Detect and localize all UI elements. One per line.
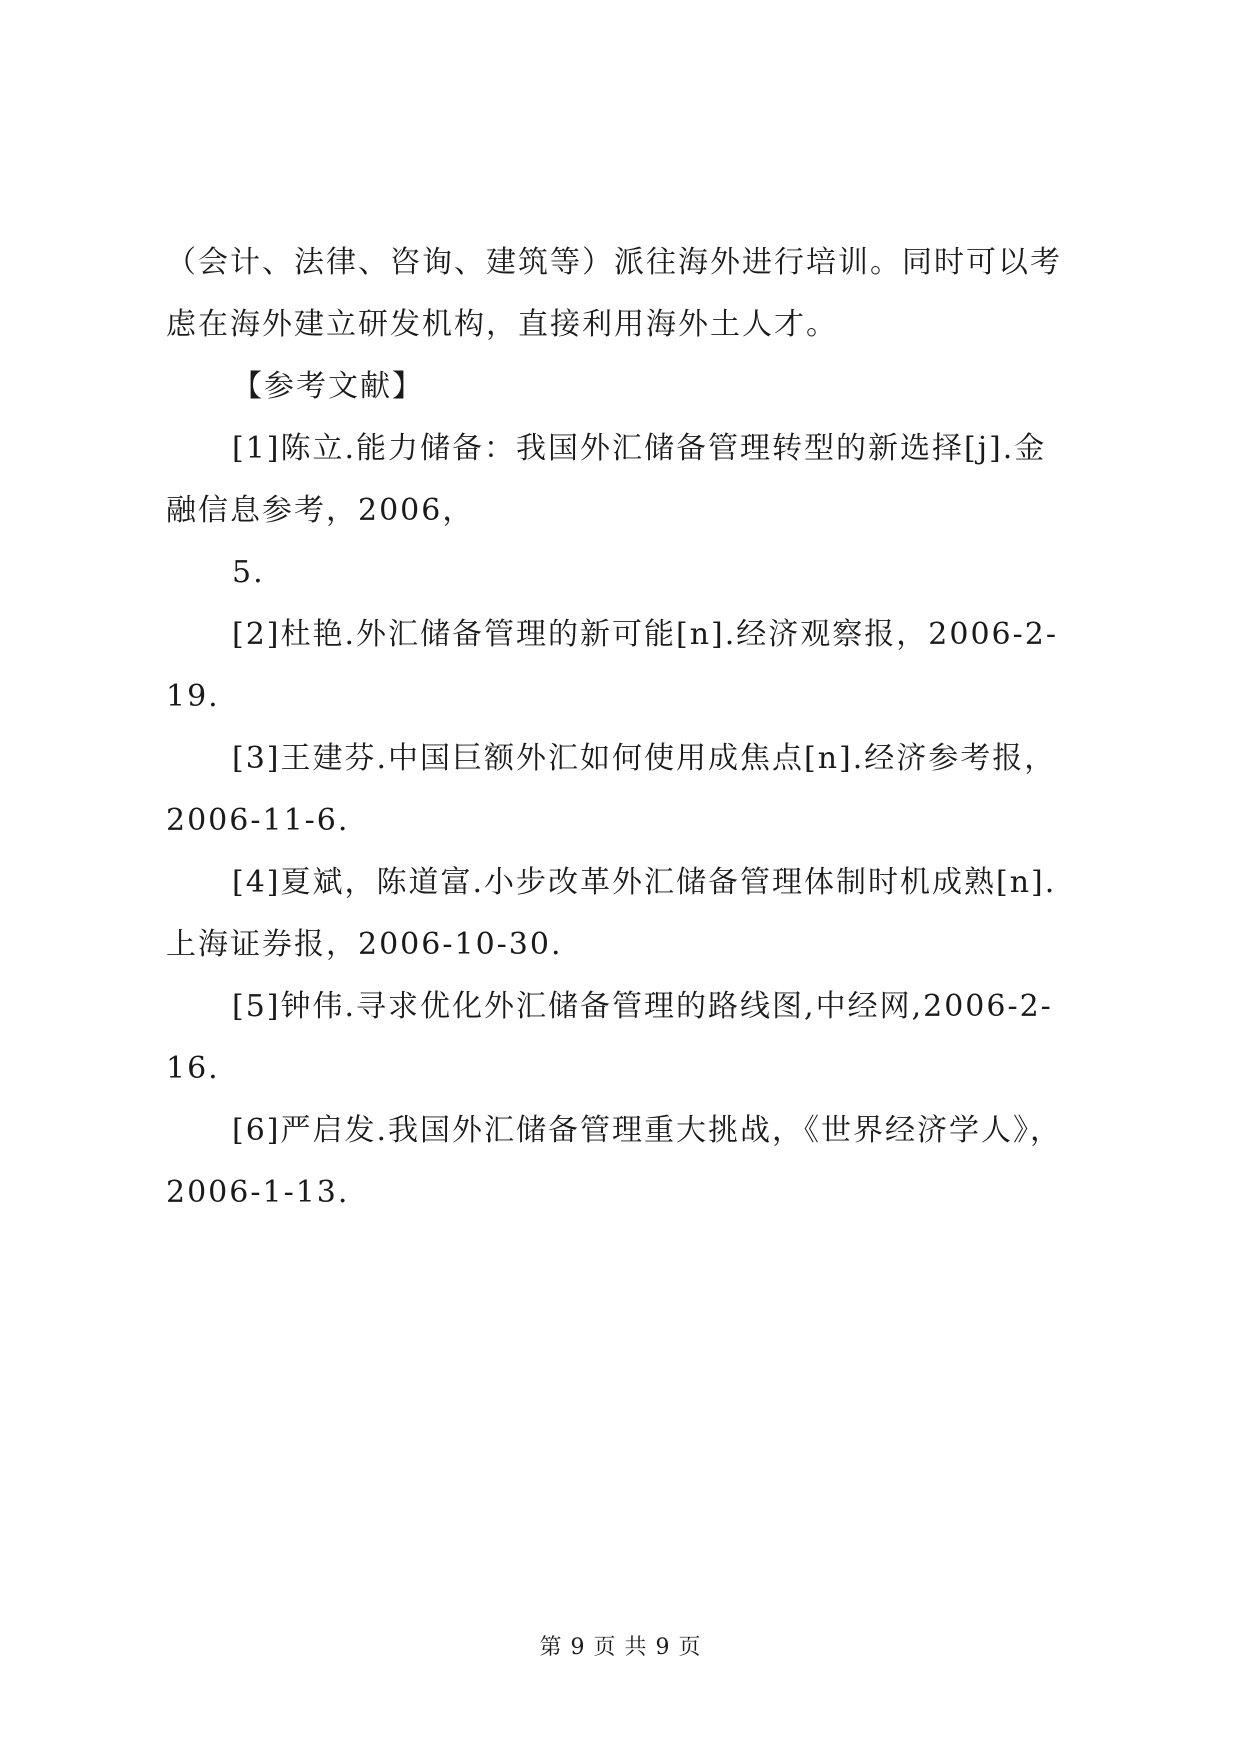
- reference-line: 2006-11-6.: [166, 803, 350, 838]
- reference-line: 融信息参考，2006，: [166, 493, 475, 528]
- reference-line: [2]杜艳.外汇储备管理的新可能[n].经济观察报，2006-2-: [232, 617, 1059, 652]
- reference-line: 16.: [166, 1051, 220, 1086]
- body-line: 虑在海外建立研发机构，直接利用海外土人才。: [166, 307, 838, 342]
- references-heading: 【参考文献】: [232, 369, 424, 404]
- reference-line: 2006-1-13.: [166, 1175, 350, 1210]
- reference-line: [4]夏斌，陈道富.小步改革外汇储备管理体制时机成熟[n].: [232, 865, 1057, 900]
- reference-line: [1]陈立.能力储备：我国外汇储备管理转型的新选择[j].金: [232, 431, 1047, 466]
- body-line: （会计、法律、咨询、建筑等）派往海外进行培训。同时可以考: [166, 245, 1062, 280]
- reference-line: [5]钟伟.寻求优化外汇储备管理的路线图,中经网,2006-2-: [232, 989, 1053, 1024]
- page-footer: 第 9 页 共 9 页: [539, 1635, 702, 1660]
- reference-line: [6]严启发.我国外汇储备管理重大挑战，《世界经济学人》，: [232, 1113, 1063, 1148]
- reference-line: 5.: [232, 555, 265, 590]
- reference-line: 19.: [166, 679, 220, 714]
- reference-line: 上海证券报，2006-10-30.: [166, 927, 563, 962]
- document-body: [166, 232, 1076, 1224]
- reference-line: [3]王建芬.中国巨额外汇如何使用成焦点[n].经济参考报，: [232, 741, 1057, 776]
